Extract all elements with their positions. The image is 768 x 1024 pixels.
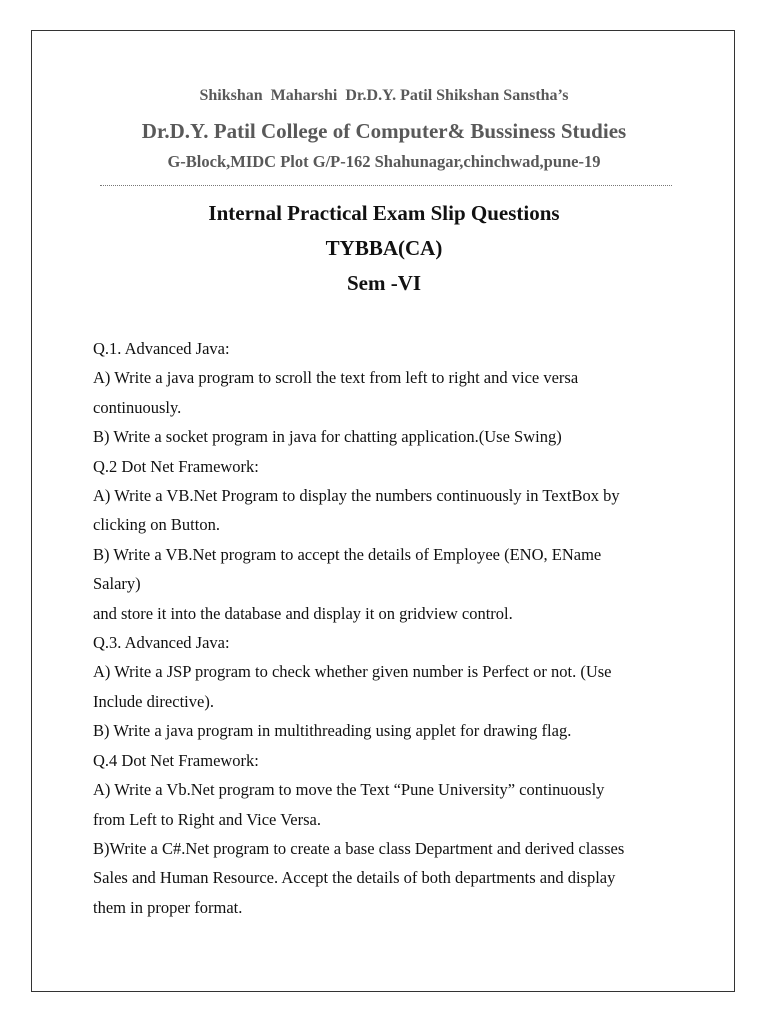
course-title: TYBBA(CA)	[325, 236, 443, 260]
question-line: A) Write a VB.Net Program to display the numbers continuously in TextBox by	[93, 486, 620, 506]
question-line: Salary)	[93, 574, 141, 594]
question-line: Q.3. Advanced Java:	[93, 633, 230, 653]
question-line: Include directive).	[93, 691, 214, 711]
question-line: B)Write a C#.Net program to create a base class Department and derived classes	[93, 838, 625, 858]
question-line: Q.2 Dot Net Framework:	[93, 456, 259, 476]
question-line: B) Write a socket program in java for chatting application.(Use Swing)	[93, 427, 562, 447]
sanstha-name: Shikshan Maharshi Dr.D.Y. Patil Shikshan Sanstha’s	[199, 87, 569, 104]
question-line: B) Write a VB.Net program to accept the details of Employee (ENO, EName	[93, 544, 602, 564]
exam-title: Internal Practical Exam Slip Questions	[208, 201, 560, 225]
college-address: G-Block,MIDC Plot G/P-162 Shahunagar,chinchwad,pune-19	[167, 152, 601, 171]
question-line: Sales and Human Resource. Accept the details of both departments and display	[93, 868, 616, 888]
semester-title: Sem -VI	[346, 271, 422, 295]
question-line: continuously.	[93, 397, 182, 417]
question-line: clicking on Button.	[93, 515, 220, 535]
question-line: Q.1. Advanced Java:	[93, 339, 230, 358]
question-line: from Left to Right and Vice Versa.	[93, 809, 321, 829]
question-line: A) Write a Vb.Net program to move the Text “Pune University” continuously	[93, 780, 605, 800]
question-line: Q.4 Dot Net Framework:	[93, 750, 259, 770]
question-line: A) Write a java program to scroll the text from left to right and vice versa	[93, 368, 579, 388]
question-line: and store it into the database and display it on gridview control.	[93, 603, 513, 623]
header-divider	[100, 185, 672, 186]
question-list	[93, 334, 693, 922]
question-line: B) Write a java program in multithreading using applet for drawing flag.	[93, 721, 572, 741]
question-line: them in proper format.	[93, 897, 243, 917]
college-name: Dr.D.Y. Patil College of Computer& Bussiness Studies	[141, 119, 627, 143]
question-line: A) Write a JSP program to check whether given number is Perfect or not. (Use	[93, 662, 612, 682]
